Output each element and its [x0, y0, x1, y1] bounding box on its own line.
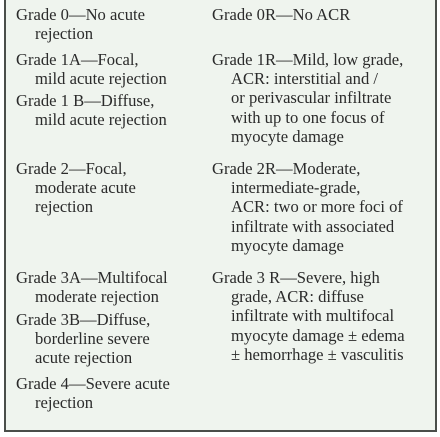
entry-line: Grade 3 R—Severe, high: [212, 268, 380, 287]
entry-line: ACR: interstitial and /: [231, 69, 379, 89]
grade-2r-entry: [212, 159, 434, 255]
entry-line: rejection: [35, 24, 94, 44]
entry-line: myocyte damage ± edema: [231, 325, 405, 345]
entry-line: infiltrate with multifocal: [231, 306, 395, 326]
grade-3b-entry: [16, 310, 208, 368]
entry-line: borderline severe: [35, 329, 150, 349]
entry-line: Grade 3B—Diffuse,: [16, 310, 151, 329]
entry-line: moderate acute: [35, 178, 136, 198]
grade-3r-entry: [212, 268, 434, 364]
grade-0-entry: [16, 5, 208, 43]
entry-line: Grade 1 B—Diffuse,: [16, 91, 155, 110]
entry-line: myocyte damage: [231, 235, 344, 255]
grading-table: [4, 0, 437, 432]
entry-line: rejection: [35, 197, 94, 217]
entry-line: Grade 3A—Multifocal: [16, 268, 168, 287]
entry-line: intermediate-grade,: [231, 178, 361, 198]
entry-line: Grade 2—Focal,: [16, 159, 127, 178]
grade-1r-entry: [212, 50, 434, 146]
grade-2-entry: [16, 159, 208, 217]
entry-line: mild acute rejection: [35, 110, 167, 130]
entry-line: Grade 0R—No ACR: [212, 5, 351, 24]
entry-line: myocyte damage: [231, 126, 344, 146]
entry-line: infiltrate with associated: [231, 216, 395, 236]
entry-line: grade, ACR: diffuse: [231, 287, 364, 307]
entry-line: rejection: [35, 393, 94, 413]
entry-line: mild acute rejection: [35, 69, 167, 89]
entry-line: Grade 0—No acute: [16, 5, 146, 24]
grade-0r-entry: [212, 5, 434, 24]
entry-line: ± hemorrhage ± vasculitis: [231, 344, 404, 364]
grade-1a-entry: [16, 50, 208, 88]
entry-line: Grade 1R—Mild, low grade,: [212, 50, 404, 69]
entry-line: ACR: two or more foci of: [231, 197, 403, 217]
grade-3a-entry: [16, 268, 208, 306]
entry-line: acute rejection: [35, 348, 133, 368]
grade-4-entry: [16, 374, 208, 412]
entry-line: Grade 1A—Focal,: [16, 50, 139, 69]
entry-line: moderate rejection: [35, 287, 159, 307]
entry-line: Grade 4—Severe acute: [16, 374, 170, 393]
entry-line: Grade 2R—Moderate,: [212, 159, 361, 178]
entry-line: or perivascular infiltrate: [231, 88, 392, 108]
entry-line: with up to one focus of: [231, 107, 385, 127]
grade-1b-entry: [16, 91, 208, 129]
